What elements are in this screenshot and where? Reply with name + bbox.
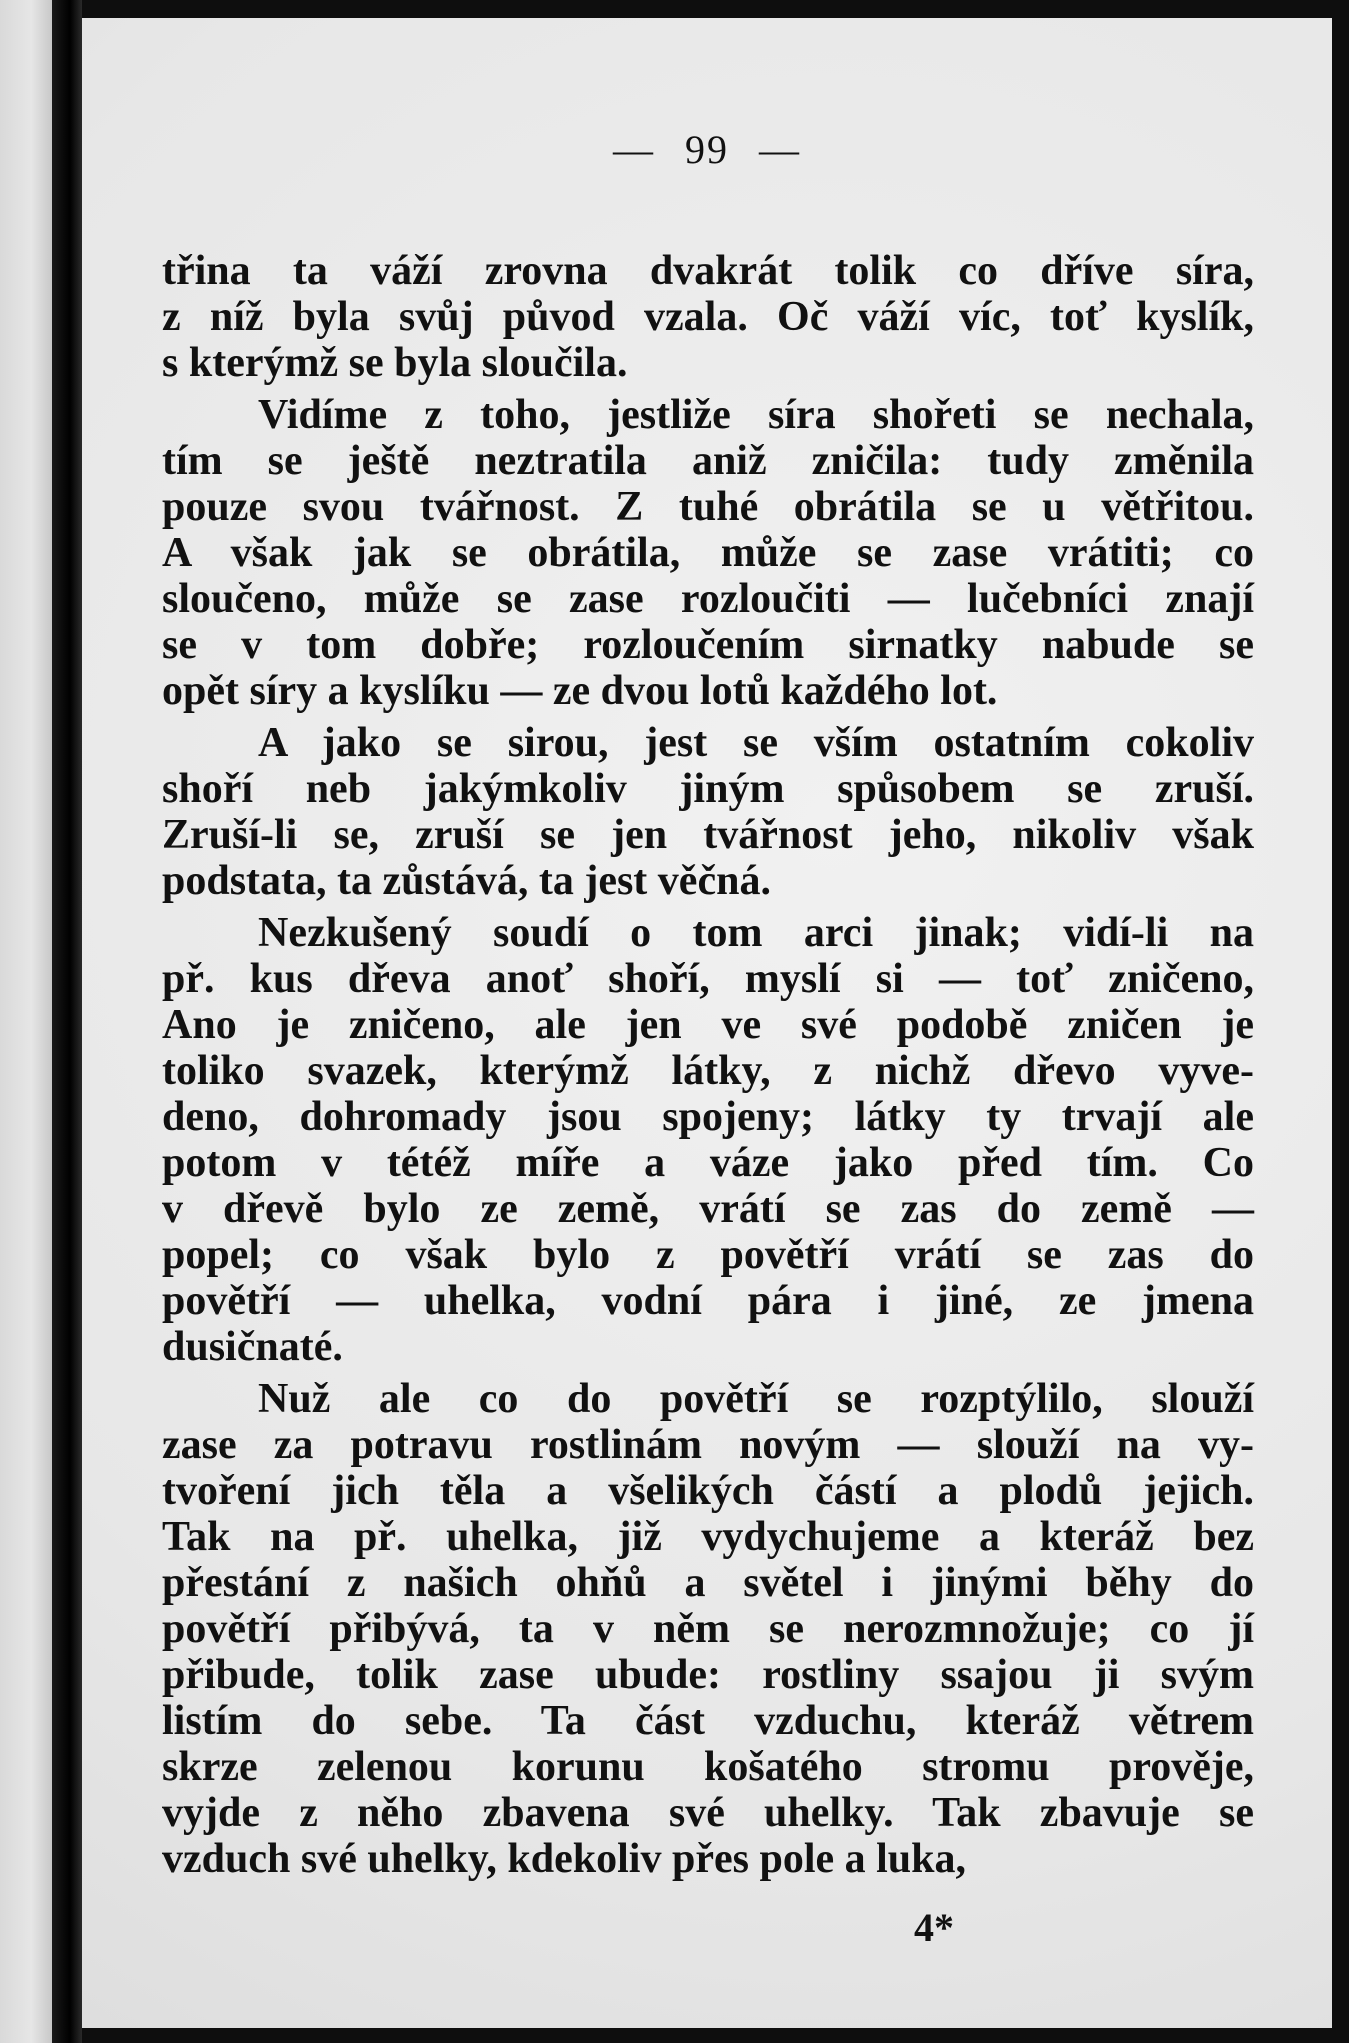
text-line: přestání z našich ohňů a světel i jinými běhy do (162, 1560, 1254, 1606)
page-header (82, 126, 1332, 173)
text-line: shoří neb jakýmkoliv jiným spůsobem se zruší. (162, 766, 1254, 812)
text-line: opět síry a kyslíku — ze dvou lotů každého lot. (162, 668, 998, 714)
text-line: povětří — uhelka, vodní pára i jiné, ze jmena (162, 1278, 1254, 1324)
text-line: A však jak se obrátila, může se zase vrátiti; co (162, 530, 1254, 576)
book-binding (52, 0, 82, 2043)
paragraph (162, 392, 1254, 714)
paragraph (162, 720, 1254, 904)
paragraph (162, 1376, 1254, 1882)
text-line: přibude, tolik zase ubude: rostliny ssajou ji svým (162, 1652, 1254, 1698)
text-line: povětří přibývá, ta v něm se nerozmnožuje; co jí (162, 1606, 1254, 1652)
signature-mark: 4* (914, 1905, 954, 1950)
text-line: deno, dohromady jsou spojeny; látky ty trvají ale (162, 1094, 1254, 1140)
text-line: z níž byla svůj původ vzala. Oč váží víc, toť kyslík, (162, 294, 1254, 340)
text-line: skrze zelenou korunu košatého stromu prověje, (162, 1744, 1254, 1790)
text-line: se v tom dobře; rozloučením sirnatky nabude se (162, 622, 1254, 668)
text-line: pouze svou tvářnost. Z tuhé obrátila se u větřitou. (162, 484, 1254, 530)
text-line: toliko svazek, kterýmž látky, z nichž dřevo vyve- (162, 1048, 1254, 1094)
text-line: A jako se sirou, jest se vším ostatním cokoliv (258, 720, 1254, 766)
text-line: listím do sebe. Ta část vzduchu, kteráž větrem (162, 1698, 1254, 1744)
text-line: Nezkušený soudí o tom arci jinak; vidí-li na (258, 910, 1254, 956)
text-line: tvoření jich těla a všelikých částí a plodů jejich. (162, 1468, 1254, 1514)
header-dash-right: — (759, 127, 801, 172)
text-line: popel; co však bylo z povětří vrátí se zas do (162, 1232, 1254, 1278)
text-line: Nuž ale co do povětří se rozptýlilo, slouží (258, 1376, 1254, 1422)
body-text (162, 248, 1254, 1882)
page-number: 99 (685, 127, 729, 172)
paragraph (162, 910, 1254, 1370)
text-line: př. kus dřeva anoť shoří, myslí si — toť zničeno, (162, 956, 1254, 1002)
header-dash-left: — (613, 127, 655, 172)
text-line: Zruší-li se, zruší se jen tvářnost jeho, nikoliv však (162, 812, 1254, 858)
text-line: vyjde z něho zbavena své uhelky. Tak zbavuje se (162, 1790, 1254, 1836)
text-line: v dřevě bylo ze země, vrátí se zas do země — (162, 1186, 1254, 1232)
text-line: podstata, ta zůstává, ta jest věčná. (162, 858, 771, 904)
text-line: Tak na př. uhelka, již vydychujeme a kteráž bez (162, 1514, 1254, 1560)
text-line: sloučeno, může se zase rozloučiti — lučebníci znají (162, 576, 1254, 622)
book-page (82, 18, 1332, 2028)
paragraph (162, 248, 1254, 386)
previous-page-edge (0, 0, 52, 2043)
text-line: Ano je zničeno, ale jen ve své podobě zničen je (162, 1002, 1254, 1048)
text-line: tím se ještě neztratila aniž zničila: tudy změnila (162, 438, 1254, 484)
text-line: třina ta váží zrovna dvakrát tolik co dříve síra, (162, 248, 1254, 294)
text-line: zase za potravu rostlinám novým — slouží na vy- (162, 1422, 1254, 1468)
text-line: potom v tétéž míře a váze jako před tím. Co (162, 1140, 1254, 1186)
text-line: dusičnaté. (162, 1324, 343, 1370)
text-line: vzduch své uhelky, kdekoliv přes pole a luka, (162, 1836, 967, 1882)
text-line: Vidíme z toho, jestliže síra shořeti se nechala, (258, 392, 1254, 438)
text-line: s kterýmž se byla sloučila. (162, 340, 628, 386)
